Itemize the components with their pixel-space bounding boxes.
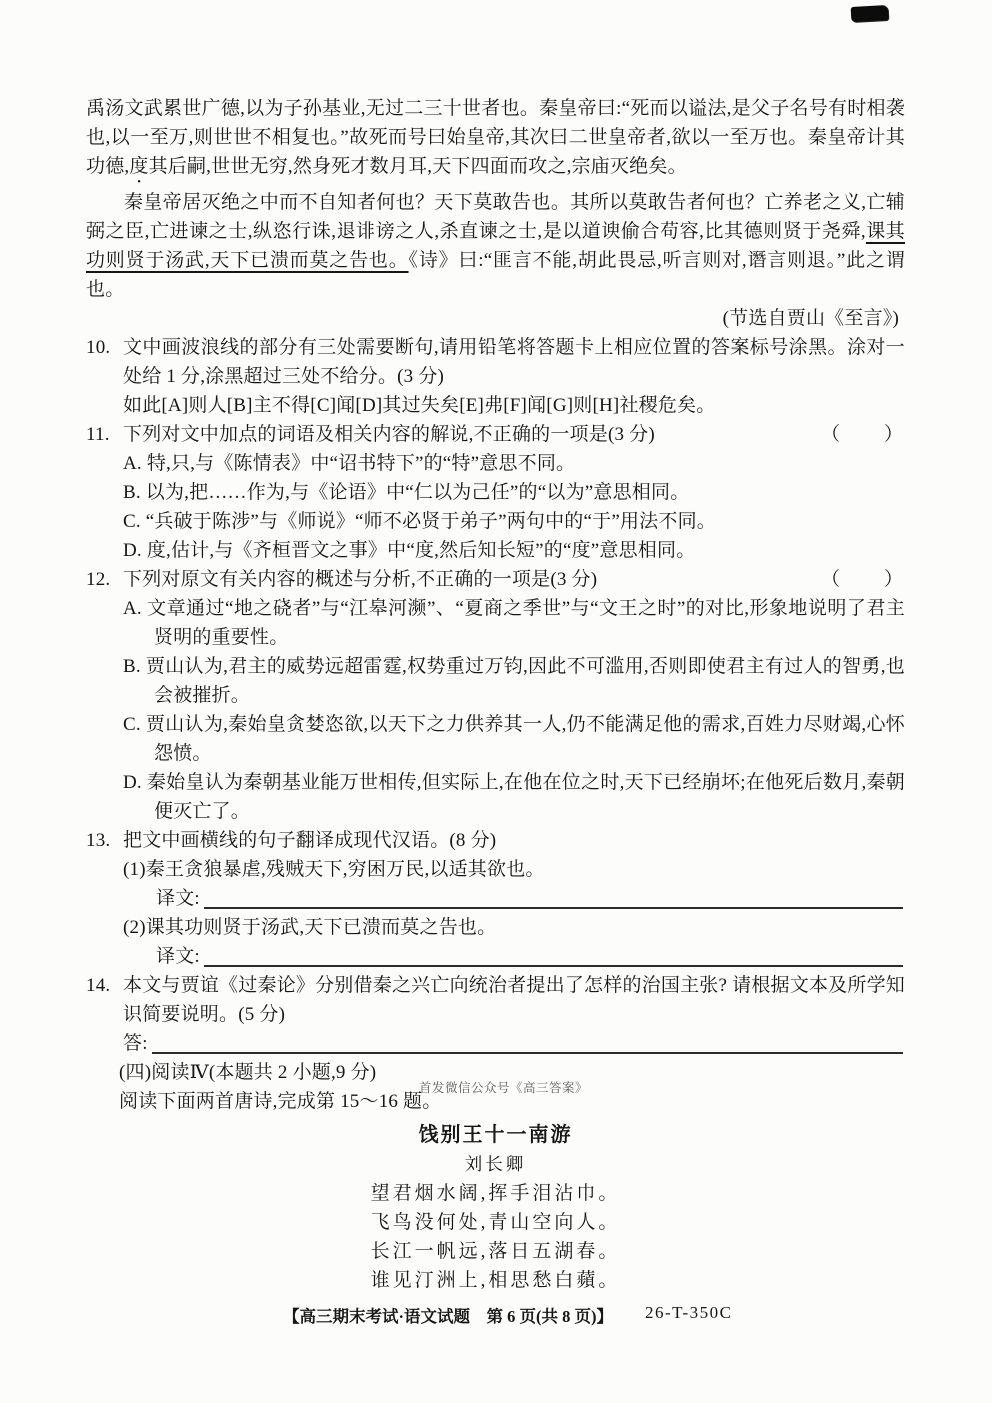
passage-paragraph-2 <box>86 188 905 304</box>
answer-blank-rule <box>204 942 903 967</box>
question-stem: 文中画波浪线的部分有三处需要断句,请用铅笔将答题卡上相应位置的答案标号涂黑。涂对一处给 1 分,涂黑超过三处不给分。(3 分) <box>123 337 905 387</box>
option-b: B. 贾山认为,君主的威势远超雷霆,权势重过万钧,因此不可滥用,否则即使君主有过人的智勇,也会被摧折。 <box>123 656 905 706</box>
page-footer <box>0 1303 992 1333</box>
question-stem: 本文与贾谊《过秦论》分别借秦之兴亡向统治者提出了怎样的治国主张? 请根据文本及所学知识简要说明。(5 分) <box>123 975 905 1025</box>
passage-source: (节选自贾山《至言》) <box>722 308 899 329</box>
passage-paragraph-1 <box>86 94 905 188</box>
option-d: D. 秦始皇认为秦朝基业能万世相传,但实际上,在他在位之时,天下已经崩坏;在他死后数月,秦朝便灭亡了。 <box>123 772 905 822</box>
passage-text: 禹汤文武累世广德,以为子孙基业,无过二三十世者也。秦皇帝曰:“死而以谥法,是父子名号有时相袭也,以一至万,则世世不相复也。”故死而号曰始皇帝,其次曰二世皇帝者,欲以一至万也。秦皇帝计其功德, <box>86 98 905 177</box>
wechat-watermark: 首发微信公众号《高三答案》 <box>419 1081 589 1095</box>
ink-mark <box>851 5 889 22</box>
question-number: 14. <box>86 975 111 996</box>
underlined-sentence: 课其功则贤于汤武,天下已溃而莫之告也。 <box>86 221 905 271</box>
question-number: 11. <box>86 424 110 445</box>
section-heading: (四)阅读Ⅳ(本题共 2 小题,9 分) <box>119 1062 377 1083</box>
poem-line: 望君烟水阔,挥手泪沾巾。 <box>370 1183 621 1204</box>
option-a: A. 特,只,与《陈情表》中“诏书特下”的“特”意思不同。 <box>123 453 576 474</box>
emphasized-word-du: 度 <box>129 156 149 177</box>
translation-label: 译文: <box>156 946 200 967</box>
translation-answer-line-2 <box>123 942 905 971</box>
poem-author: 刘长卿 <box>464 1154 527 1174</box>
question-number: 10. <box>86 337 111 358</box>
page-content <box>86 94 905 1295</box>
passage-text: 其后嗣,世世无穷,然身死才数月耳,天下四面而攻之,宗庙灭绝矣。 <box>148 156 687 177</box>
poem-line: 长江一帆远,落日五湖春。 <box>370 1241 621 1262</box>
passage-text: 秦皇帝居灭绝之中而不自知者何也？天下莫敢告也。其所以莫敢告者何也？亡养老之义,亡辅弼之臣,亡进谏之士,纵恣行诛,退诽谤之人,杀直谏之士,是以道谀偷合苟容,比其德则贤于尧舜, <box>86 192 905 242</box>
translation-item-2: (2)课其功则贤于汤武,天下已溃而莫之告也。 <box>123 917 497 938</box>
section-instruction: 阅读下面两首唐诗,完成第 15～16 题。 <box>119 1091 442 1112</box>
translation-label: 译文: <box>156 888 200 909</box>
question-number: 12. <box>86 569 111 590</box>
section-instruction-line <box>119 1081 905 1116</box>
poem-line: 谁见汀洲上,相思愁白蘋。 <box>370 1270 621 1291</box>
poem-title: 饯别王十一南游 <box>418 1124 573 1146</box>
question-stem: 下列对原文有关内容的概述与分析,不正确的一项是(3 分) <box>123 569 598 590</box>
translation-answer-line-1 <box>123 884 905 913</box>
poem-line: 飞鸟没何处,青山空向人。 <box>370 1212 621 1233</box>
section-4 <box>86 1058 905 1116</box>
option-c: C. 贾山认为,秦始皇贪婪恣欲,以天下之力供养其一人,仍不能满足他的需求,百姓力尽财竭,心怀怨愤。 <box>123 714 905 764</box>
question-14 <box>86 971 905 1058</box>
q10-bracket-sentence: 如此[A]则人[B]主不得[C]闻[D]其过失矣[E]弗[F]闻[G]则[H]社稷危矣。 <box>123 395 716 416</box>
option-a: A. 文章通过“地之硗者”与“江皋河濒”、“夏商之季世”与“文王之时”的对比,形象地说明了君主贤明的重要性。 <box>123 598 905 648</box>
footer-exam-label: 【高三期末考试·语文试题 第 6 页(共 8 页)】 <box>283 1307 613 1326</box>
question-stem-line <box>86 420 905 449</box>
answer-label: 答: <box>123 1033 148 1054</box>
answer-bracket: （ ） <box>820 569 905 590</box>
question-stem-line <box>86 565 905 594</box>
translation-item-1: (1)秦王贪狼暴虐,残贼天下,穷困万民,以适其欲也。 <box>123 859 545 880</box>
answer-bracket: （ ） <box>820 424 905 445</box>
footer-paper-code: 26-T-350C <box>645 1303 733 1322</box>
question-11 <box>86 420 905 565</box>
option-d: D. 度,估计,与《齐桓晋文之事》中“度,然后知长短”的“度”意思相同。 <box>123 540 696 561</box>
passage-text: 《诗》曰:“匪言不能,胡此畏忌,听言则对,谮言则退。”此之谓也。 <box>86 250 906 300</box>
question-12 <box>86 565 905 826</box>
question-13 <box>86 826 905 971</box>
answer-blank-rule <box>152 1029 903 1054</box>
poem-block <box>86 1121 905 1295</box>
question-number: 13. <box>86 830 111 851</box>
option-c: C. “兵破于陈涉”与《师说》“师不必贤于弟子”两句中的“于”用法不同。 <box>123 511 716 532</box>
question-stem: 把文中画横线的句子翻译成现代汉语。(8 分) <box>123 830 497 851</box>
question-10 <box>86 333 905 420</box>
question-stem: 下列对文中加点的词语及相关内容的解说,不正确的一项是(3 分) <box>123 424 655 445</box>
option-b: B. 以为,把……作为,与《论语》中“仁以为己任”的“以为”意思相同。 <box>123 482 690 503</box>
answer-blank-rule <box>204 884 903 909</box>
q14-answer-line <box>123 1029 905 1058</box>
